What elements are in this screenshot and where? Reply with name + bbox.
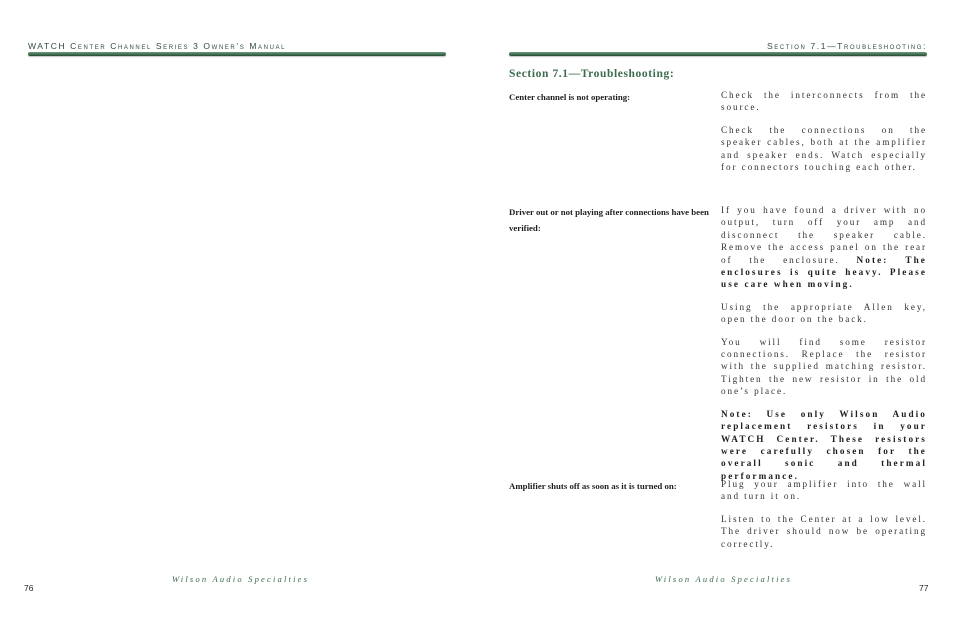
- solution-note: Note: Use only Wilson Audio replacement resistors in your WATCH Center. These resistors were carefully chosen for the overall sonic and thermal performance.: [721, 408, 927, 481]
- solution-paragraph: You will find some resistor connections. Replace the resistor with the supplied matching resistor. Tighten the new resistor in the old one’s place.: [721, 336, 927, 397]
- left-page-footer: Wilson Audio Specialties: [172, 574, 310, 584]
- solution-paragraph: Listen to the Center at a low level. The driver should now be operating correctly.: [721, 513, 927, 549]
- right-page-footer: Wilson Audio Specialties: [655, 574, 793, 584]
- solution-column: [721, 89, 927, 183]
- solution-column: [721, 204, 927, 492]
- solution-paragraph: [721, 204, 927, 291]
- right-page-number: 77: [919, 583, 929, 593]
- solution-note: Note: The enclosures is quite heavy. Please use care when moving.: [721, 254, 927, 290]
- solution-paragraph: Check the interconnects from the source.: [721, 90, 927, 113]
- right-page-header: Section 7.1—Troubleshooting:: [766, 41, 927, 51]
- solution-text: If you have found a driver with no output, turn off your amp and disconnect the speaker cable. Remove the access panel on the rear of the enclosure.: [721, 205, 927, 265]
- right-header-rule: [509, 52, 927, 56]
- section-title: Section 7.1—Troubleshooting:: [509, 68, 675, 80]
- solution-paragraph: Using the appropriate Allen key, open the door on the back.: [721, 301, 927, 325]
- left-page-header: WATCH Center Channel Series 3 Owner’s Manual: [28, 41, 287, 51]
- solution-note-paragraph: [721, 408, 927, 482]
- problem-label: Amplifier shuts off as soon as it is turned on:: [509, 481, 677, 491]
- solution-paragraph: Check the connections on the speaker cables, both at the amplifier and speaker ends. Watch especially for connectors touching each other.: [721, 124, 927, 173]
- solution-paragraph: Plug your amplifier into the wall and turn it on.: [721, 479, 927, 502]
- left-page-number: 76: [24, 583, 34, 593]
- left-header-rule: [28, 52, 446, 56]
- problem-label: Center channel is not operating:: [509, 92, 631, 102]
- solution-column: [721, 478, 927, 560]
- problem-label: Driver out or not playing after connections have been verified:: [509, 207, 709, 233]
